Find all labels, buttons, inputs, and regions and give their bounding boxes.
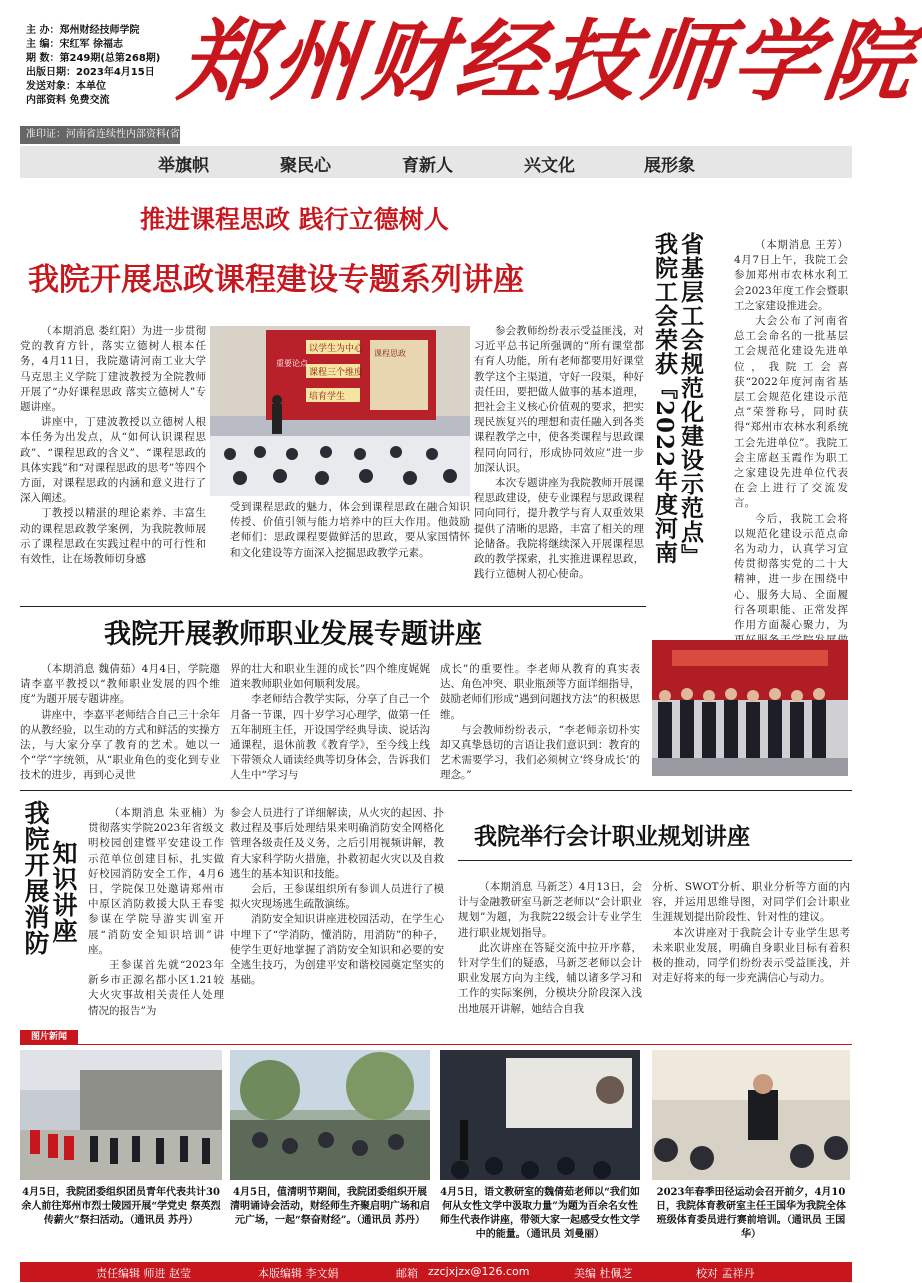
- nav-item[interactable]: 育新人: [402, 156, 453, 176]
- article2-title-line2: 我院工会荣获『2022年度河南: [651, 232, 678, 565]
- article1-col2: [230, 500, 470, 594]
- paragraph: 分析、SWOT分析、职业分析等方面的内容，并运用思维导图，对同学们会计职业生涯规划提出阶段性、针对性的建议。: [652, 881, 850, 924]
- lecture-photo-image: [210, 326, 470, 496]
- article1-kicker: 推进课程思政 践行立德树人: [140, 205, 449, 234]
- divider: [20, 790, 852, 791]
- paragraph: 李老师结合教学实际，分享了自己一个月备一节课，四十岁学习心理学，做第一任五年制班主任，开设国学经典导读、说话沟通课程，退休前教《教育学》，至今线上线下带领众人诵读经典等切身体会，告诉我们人生中“学习与: [230, 693, 430, 782]
- paragraph: （本期消息 马新芝）4月13日，会计与金融教研室马新芝老师以“会计职业规划”为题，为我院22级会计专业学生进行职业规划指导。: [458, 881, 642, 939]
- divider: [20, 606, 646, 607]
- article4-title-b: 知识讲座: [49, 840, 78, 944]
- slide-text: 重要论点: [276, 359, 308, 368]
- paragraph: 参会教师纷纷表示受益匪浅，对习近平总书记所强调的“所有课堂都有育人功能，所有老师都要用好课堂教学这个主渠道，守好一段渠，种好责任田，要把做人做事的基本道理，把社会主义核心价值观的要求，把实现民族复兴的理想和责任融入到各类课程教学之中，使各类课程与思政课程同向同行，形成协同效应”进一步加深认识。: [474, 325, 644, 474]
- article3-col3: [440, 662, 640, 784]
- article4-col1: [88, 806, 224, 1024]
- nav-item[interactable]: 举旗帜: [158, 156, 209, 176]
- footer-responsible: 责任编辑 师进 赵莹: [96, 1267, 191, 1280]
- paragraph: 此次讲座在答疑交流中拉开序幕，针对学生们的疑惑，马新芝老师以会计职业发展方向为主线，辅以诸多学习和工作的实际案例，分模块分阶段深入浅出地展开讲解，她结合自我: [458, 941, 642, 1015]
- nav-item[interactable]: 兴文化: [524, 156, 575, 176]
- photo-caption: 4月5日，我院团委组织团员青年代表共计30余人前往郑州市烈士陵园开展“学党史 祭英烈 传薪火”祭扫活动。（通讯员 苏丹）: [21, 1187, 221, 1226]
- paragraph: 丁教授以精湛的理论素养、丰富生动的课程思政教学案例，为我院教师展示了课程思政在实践过程中的可行性和有效性，让在场教师切身感: [20, 507, 206, 566]
- approval-number: 准印证：河南省连续性内部资料(省: [20, 126, 180, 144]
- meta-line: 主 办：郑州财经技师学院: [26, 25, 140, 36]
- divider: [458, 860, 852, 861]
- paragraph: 讲座中，李嘉平老师结合自己三十余年的从教经验，以生动的方式和鲜活的实操方法，与大家分享了教育的艺术。她以一个“学”字统领，从“职业角色的变化到专业技术的进步，再到心灵世: [20, 708, 220, 782]
- divider: [20, 1044, 852, 1045]
- union-award-photo-image: [652, 640, 848, 776]
- footer-email-label: 邮箱: [396, 1267, 418, 1280]
- news-photo: [20, 1050, 222, 1180]
- article5-col1: [458, 880, 642, 1020]
- article1-col3: [474, 324, 644, 598]
- paragraph: 消防安全知识讲座进校园活动，在学生心中埋下了“学消防，懂消防，用消防”的种子，使学生更好地掌握了消防安全知识和必要的安全逃生技巧，为创建平安和谐校园奠定坚实的基础。: [230, 913, 444, 987]
- news-photo: [652, 1050, 850, 1180]
- paragraph: （本期消息 魏倩茹）4月4日，学院邀请李嘉平教授以“教师职业发展的四个维度”为题开展专题讲座。: [20, 663, 220, 706]
- photo-news-tag: 图片新闻: [20, 1030, 78, 1044]
- paragraph: 会后，王参谋组织所有参训人员进行了模拟火灾现场逃生疏散演练。: [230, 883, 444, 911]
- paragraph: 界的壮大和职业生涯的成长”四个维度娓娓道来教师职业如何顺利发展。: [230, 663, 430, 691]
- paragraph: 成长”的重要性。李老师从教育的真实表达、角色冲突、职业瓶颈等方面详细指导，鼓励老师们形成“遇到问题找方法”的积极思维。: [440, 663, 640, 721]
- slide-text: 课程三个维度: [309, 368, 364, 378]
- paragraph: 本次专题讲座为我院教师开展课程思政建设，使专业课程与思政课程同向同行，提升教学与育人双重效果提供了清晰的思路，丰富了相关的理论储备。我院将继续深入开展课程思政的教学探索，扎实推进课程思政，践行立德树人初心使命。: [474, 477, 644, 581]
- paragraph: （本期消息 王芳）4月7日上午，我院工会参加郑州市农林水利工会2023年度工作会暨职工之家建设推进会。: [734, 239, 848, 312]
- paragraph: 大会公布了河南省总工会命名的一批基层工会规范化建设先进单位，我院工会喜获“2022年度河南省基层工会规范化建设示范点”荣誉称号，同时获得“郑州市农林水利系统工会先进单位”。我院工会主席赵玉霞作为职工之家建设先进单位代表在会上进行了交流发言。: [734, 315, 848, 510]
- meta-line: 内部资料 免费交流: [26, 95, 110, 106]
- paragraph: 受到课程思政的魅力，体会到课程思政在融合知识传授、价值引领与能力培养中的巨大作用。他鼓励老师们：思政课程要做鲜活的思政，要从家国情怀和文化建设等方面深入挖掘思政教学元素。: [230, 501, 470, 559]
- footer-art: 美编 杜佩芝: [574, 1267, 633, 1280]
- article1-title: 我院开展思政课程建设专题系列讲座: [28, 262, 524, 298]
- article5-title: 我院举行会计职业规划讲座: [474, 823, 750, 850]
- poetry-photo-image: [230, 1050, 430, 1180]
- article3-col2: [230, 662, 430, 784]
- news-photo: [440, 1050, 640, 1180]
- slide-text: 以学生为中心: [309, 344, 364, 354]
- article2-body: [734, 238, 848, 632]
- header-meta: [26, 24, 186, 108]
- union-award-photo: [652, 640, 848, 776]
- sports-meeting-photo-image: [652, 1050, 850, 1180]
- paragraph: 讲座中，丁建波教授以立德树人根本任务为出发点，从“如何认识课程思政”、“课程思政的含义”、“课程思政的具体实践”和“对课程思政的思考”等四个方面，对课程思政的内涵和意义进行了深入阐述。: [20, 416, 206, 505]
- paragraph: 与会教师纷纷表示，“李老师亲切朴实却又真挚恳切的言语让我们意识到：教育的艺术需要学习，我们必须树立‘终身成长’的理念。”: [440, 723, 640, 782]
- article2-title-line1: 省基层工会规范化建设示范点』: [677, 232, 704, 568]
- article1-col1: [20, 324, 206, 594]
- paragraph: 本次讲座对于我院会计专业学生思考未来职业发展，明确自身职业目标有着积极的推动，同学们纷纷表示受益匪浅，并对走好将来的每一步充满信心与动力。: [652, 926, 850, 985]
- article3-col1: [20, 662, 220, 784]
- article4-col2: [230, 806, 444, 1024]
- article4-title-a: 我院开展消防: [21, 800, 50, 956]
- photo-caption: 2023年春季田径运动会召开前夕，4月10日，我院体育教研室主任王国华为我院全体班级体育委员进行赛前培训。（通讯员 王国华）: [656, 1187, 846, 1240]
- nav-item[interactable]: 展形象: [644, 156, 695, 176]
- footer-email[interactable]: zzcjxjzx@126.com: [428, 1265, 530, 1278]
- paragraph: （本期消息 朱亚楠）为贯彻落实学院2023年省级文明校园创建暨平安建设工作示范单位创建目标，扎实做好校园消防安全工作，4月6日，学院保卫处邀请郑州市中原区消防救援大队王春雯参谋在学院导游实训室开展“消防安全知识培训”讲座。: [88, 807, 224, 956]
- slide-text: 培育学生: [309, 392, 346, 402]
- footer-layout: 本版编辑 李文娟: [258, 1267, 339, 1280]
- cemetery-photo-image: [20, 1050, 222, 1180]
- nav-bar: [20, 146, 852, 178]
- meta-line: 出版日期：2023年4月15日: [26, 67, 155, 78]
- masthead-title: 郑州财经技师学院: [174, 9, 922, 113]
- article5-col2: [652, 880, 850, 1020]
- meta-line: 发送对象：本单位: [26, 81, 106, 92]
- meta-line: 期 数：第249期(总第268期): [26, 53, 161, 64]
- literature-photo-image: [440, 1050, 640, 1180]
- article3-title: 我院开展教师职业发展专题讲座: [104, 619, 482, 650]
- lecture-photo: [210, 326, 470, 496]
- slide-text: 课程思政: [374, 349, 406, 358]
- photo-caption: 4月5日，值清明节期间，我院团委组织开展清明诵诗会活动，财经师生齐聚启明广场和启元广场，一起“祭奋财经”。（通讯员 苏丹）: [230, 1187, 430, 1226]
- footer-proof: 校对 孟祥丹: [696, 1267, 755, 1280]
- paragraph: （本期消息 娄红阳）为进一步贯彻党的教育方针，落实立德树人根本任务，4月11日，我院邀请河南工业大学马克思主义学院丁建波教授为全院教师开展了“办好课程思政 落实立德树人”专题讲座。: [20, 325, 206, 414]
- nav-item[interactable]: 聚民心: [280, 156, 331, 176]
- footer-bar: [20, 1262, 852, 1282]
- paragraph: 今后，我院工会将以规范化建设示范点命名为动力，认真学习宣传贯彻落实党的二十大精神，进一步在围绕中心、服务大局、全面履行各项职能、正常发挥作用方面凝心聚力，为: [734, 512, 848, 632]
- photo-caption: 4月5日，语文教研室的魏倩茹老师以“我们如何从女性文学中汲取力量”为题为百余名女性师生代表作讲座，带领大家一起感受女性文学中的能量。（通讯员 刘曼丽）: [440, 1187, 640, 1240]
- meta-line: 主 编：宋红军 徐福志: [26, 39, 123, 50]
- paragraph: 王参谋首先就“2023年新乡市正源名都小区1.21较大火灾事故相关责任人处理情况的报告”为: [88, 959, 224, 1017]
- paragraph: 参会人员进行了详细解读，从火灾的起因、扑救过程及事后处理结果来明确消防安全网格化管理各级责任及义务，之后引用视频讲解，教育大家科学防火措施，扑救初起火灾以及自救逃生的基本知识和技能。: [230, 807, 444, 880]
- news-photo: [230, 1050, 430, 1180]
